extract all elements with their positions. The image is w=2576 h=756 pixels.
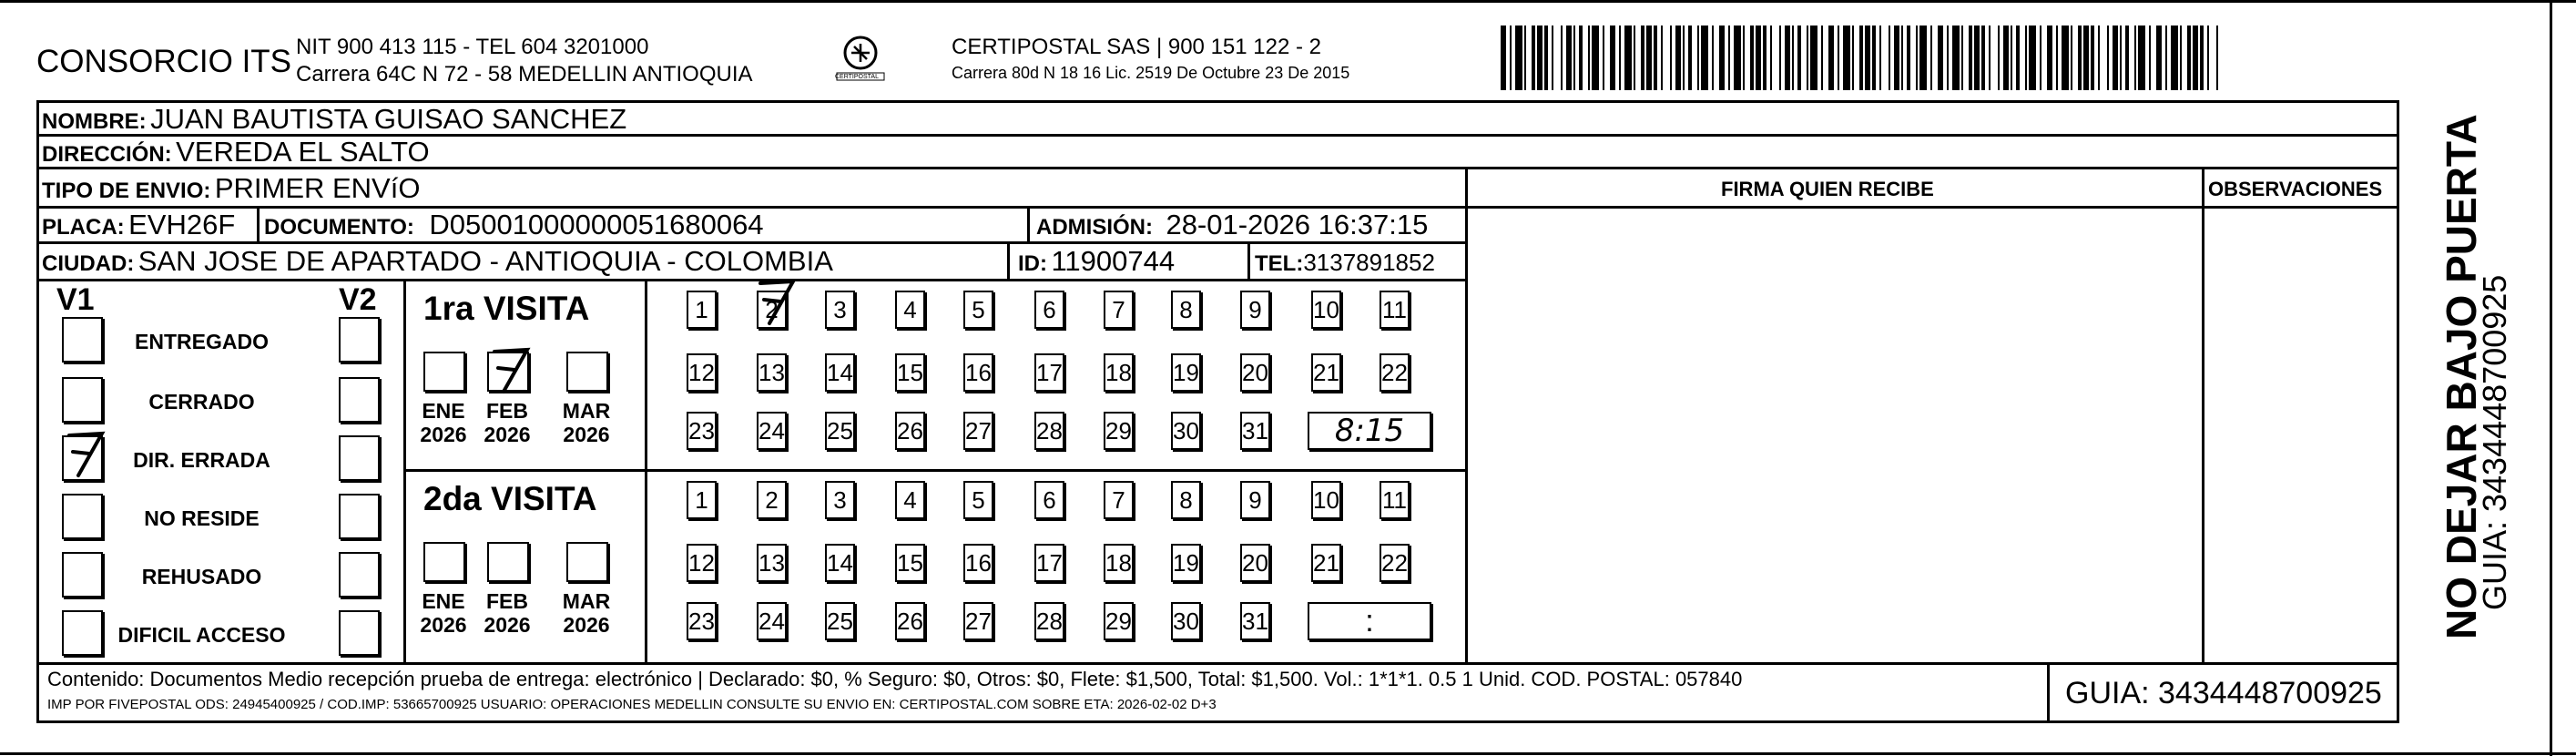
day-box[interactable] bbox=[1380, 353, 1410, 392]
day-number: 5 bbox=[972, 485, 985, 514]
footer-guia: GUIA: 3434448700925 bbox=[2065, 676, 2382, 710]
status-label: NO RESIDE bbox=[144, 506, 260, 530]
day-box[interactable] bbox=[1034, 412, 1064, 450]
observaciones-right-edge bbox=[2397, 167, 2399, 665]
nombre-row bbox=[42, 105, 626, 133]
day-box[interactable] bbox=[757, 412, 787, 450]
day-box[interactable] bbox=[1311, 481, 1341, 519]
day-number: 24 bbox=[759, 607, 785, 635]
day-number: 7 bbox=[1112, 485, 1125, 514]
day-box[interactable] bbox=[1380, 481, 1410, 519]
day-number: 3 bbox=[833, 485, 847, 514]
day-number: 27 bbox=[965, 416, 992, 444]
day-box[interactable] bbox=[963, 481, 993, 519]
side-warning: NO DEJAR BAJO PUERTA bbox=[2438, 114, 2485, 639]
day-number: 2 bbox=[765, 485, 779, 514]
side-guia: GUIA: 3434448700925 bbox=[2476, 274, 2513, 610]
id-label: ID: bbox=[1018, 251, 1047, 276]
day-box[interactable] bbox=[895, 602, 925, 640]
v2-checkbox[interactable] bbox=[339, 377, 380, 423]
day-number: 13 bbox=[759, 548, 785, 577]
day-number: 26 bbox=[897, 416, 923, 444]
day-box[interactable] bbox=[1240, 602, 1270, 640]
nombre-value: JUAN BAUTISTA GUISAO SANCHEZ bbox=[150, 103, 627, 135]
month-checkbox[interactable] bbox=[566, 542, 608, 582]
day-box[interactable] bbox=[963, 544, 993, 582]
company-name: CONSORCIO ITS bbox=[36, 44, 292, 79]
day-box[interactable] bbox=[1311, 353, 1341, 392]
day-box[interactable] bbox=[1240, 291, 1270, 329]
day-box[interactable] bbox=[687, 291, 717, 329]
day-number: 11 bbox=[1382, 485, 1407, 514]
day-box[interactable] bbox=[687, 353, 717, 392]
v2-checkbox[interactable] bbox=[339, 435, 380, 481]
day-box[interactable] bbox=[1034, 602, 1064, 640]
day-number: 31 bbox=[1242, 416, 1268, 444]
status-label: ENTREGADO bbox=[135, 330, 269, 353]
nit-line: NIT 900 413 115 - TEL 604 3201000 bbox=[296, 35, 649, 59]
day-number: 11 bbox=[1382, 295, 1407, 323]
admision-row bbox=[1036, 210, 1428, 239]
day-number: 1 bbox=[695, 295, 708, 323]
day-number: 20 bbox=[1242, 358, 1268, 386]
day-number: 5 bbox=[972, 295, 985, 323]
visit-title: 2da VISITA bbox=[423, 480, 597, 517]
day-number: 20 bbox=[1242, 548, 1268, 577]
observaciones-divider bbox=[2202, 167, 2204, 665]
admision-value: 28-01-2026 16:37:15 bbox=[1166, 209, 1429, 240]
documento-row bbox=[264, 210, 764, 239]
day-number: 31 bbox=[1242, 607, 1268, 635]
time-box[interactable] bbox=[1308, 412, 1431, 450]
day-number: 1 bbox=[695, 485, 708, 514]
month-checkbox[interactable] bbox=[566, 352, 608, 392]
day-box[interactable] bbox=[825, 544, 855, 582]
day-box[interactable] bbox=[825, 481, 855, 519]
day-box[interactable] bbox=[1034, 481, 1064, 519]
day-number: 12 bbox=[688, 358, 715, 386]
header-underline bbox=[1465, 206, 2399, 209]
tel-label: TEL: bbox=[1255, 251, 1304, 276]
day-number: 30 bbox=[1173, 607, 1199, 635]
day-number: 6 bbox=[1043, 295, 1056, 323]
day-box[interactable] bbox=[687, 602, 717, 640]
day-box[interactable] bbox=[1104, 481, 1134, 519]
day-box[interactable] bbox=[895, 412, 925, 450]
day-box[interactable] bbox=[1171, 602, 1201, 640]
day-number: 18 bbox=[1105, 548, 1132, 577]
right-edge bbox=[2550, 0, 2552, 756]
day-number: 14 bbox=[827, 358, 853, 386]
month-label: FEB 2026 bbox=[484, 399, 531, 447]
time-value: 8:15 bbox=[1334, 413, 1405, 449]
day-number: 8 bbox=[1179, 485, 1193, 514]
cell-divider bbox=[257, 206, 260, 242]
day-box[interactable] bbox=[963, 412, 993, 450]
day-number: 22 bbox=[1381, 358, 1408, 386]
day-box[interactable] bbox=[1380, 291, 1410, 329]
tel-row bbox=[1255, 250, 1435, 275]
day-box[interactable] bbox=[757, 602, 787, 640]
status-divider bbox=[403, 279, 406, 665]
day-number: 13 bbox=[759, 358, 785, 386]
day-box[interactable] bbox=[757, 291, 787, 329]
month-checkbox[interactable] bbox=[423, 352, 465, 392]
day-number: 9 bbox=[1248, 295, 1262, 323]
day-number: 4 bbox=[903, 485, 917, 514]
v2-checkbox[interactable] bbox=[339, 317, 380, 363]
cell-divider bbox=[1247, 241, 1250, 279]
row-line bbox=[36, 241, 1468, 244]
day-box[interactable] bbox=[1311, 291, 1341, 329]
day-box[interactable] bbox=[687, 481, 717, 519]
day-box[interactable] bbox=[1171, 544, 1201, 582]
month-checkbox[interactable] bbox=[487, 542, 529, 582]
day-box[interactable] bbox=[1240, 544, 1270, 582]
day-box[interactable] bbox=[825, 412, 855, 450]
time-box[interactable] bbox=[1308, 602, 1431, 640]
v2-header: V2 bbox=[339, 282, 377, 317]
day-box[interactable] bbox=[757, 544, 787, 582]
v2-checkbox[interactable] bbox=[339, 494, 380, 539]
day-number: 21 bbox=[1313, 358, 1339, 386]
day-box[interactable] bbox=[757, 481, 787, 519]
day-number: 19 bbox=[1173, 548, 1199, 577]
day-box[interactable] bbox=[1034, 544, 1064, 582]
cell-divider bbox=[1027, 206, 1030, 242]
day-box[interactable] bbox=[825, 602, 855, 640]
footer-contenido: Contenido: Documentos Medio recepción prueba de entrega: electrónico | Declarado: $0, % Seguro: $0, Otros: $0, Flete: $1,500, Total: $1,500. Vol.: 1*1*1. 0.5 1 Unid. COD. POSTAL: 057840 bbox=[47, 668, 1743, 690]
month-checkbox[interactable] bbox=[423, 542, 465, 582]
placa-value: EVH26F bbox=[128, 209, 236, 240]
visit-split bbox=[403, 469, 1468, 472]
address-line: Carrera 64C N 72 - 58 MEDELLIN ANTIOQUIA bbox=[296, 62, 753, 87]
day-box[interactable] bbox=[1104, 291, 1134, 329]
day-number: 3 bbox=[833, 295, 847, 323]
day-number: 24 bbox=[759, 416, 785, 444]
day-box[interactable] bbox=[1240, 412, 1270, 450]
ciudad-row bbox=[42, 247, 833, 275]
direccion-row bbox=[42, 138, 430, 166]
day-box[interactable] bbox=[1240, 481, 1270, 519]
id-value: 11900744 bbox=[1051, 245, 1176, 277]
day-number: 7 bbox=[1112, 295, 1125, 323]
status-label: REHUSADO bbox=[141, 565, 262, 588]
day-box[interactable] bbox=[895, 481, 925, 519]
row-line bbox=[36, 279, 1468, 281]
day-box[interactable] bbox=[1380, 544, 1410, 582]
id-row bbox=[1018, 247, 1175, 275]
day-box[interactable] bbox=[963, 291, 993, 329]
day-number: 23 bbox=[688, 607, 715, 635]
barcode bbox=[1501, 26, 2225, 90]
day-box[interactable] bbox=[895, 291, 925, 329]
tel-value: 3137891852 bbox=[1303, 249, 1435, 276]
month-label: MAR 2026 bbox=[562, 589, 611, 638]
month-label: ENE 2026 bbox=[420, 589, 467, 638]
day-number: 28 bbox=[1036, 607, 1063, 635]
month-label: ENE 2026 bbox=[420, 399, 467, 447]
day-box[interactable] bbox=[1034, 291, 1064, 329]
tipo-value: PRIMER ENVíO bbox=[214, 172, 421, 204]
day-box[interactable] bbox=[1171, 481, 1201, 519]
day-number: 2 bbox=[765, 295, 779, 323]
day-number: 25 bbox=[827, 416, 853, 444]
direccion-label: DIRECCIÓN: bbox=[42, 142, 172, 167]
placa-label: PLACA: bbox=[42, 215, 125, 240]
day-box[interactable] bbox=[687, 544, 717, 582]
day-box[interactable] bbox=[1034, 353, 1064, 392]
day-box[interactable] bbox=[895, 353, 925, 392]
day-number: 26 bbox=[897, 607, 923, 635]
placa-row bbox=[42, 210, 235, 239]
v2-checkbox[interactable] bbox=[339, 552, 380, 598]
direccion-value: VEREDA EL SALTO bbox=[176, 136, 430, 168]
day-box[interactable] bbox=[1311, 544, 1341, 582]
visits-divider bbox=[645, 279, 647, 665]
day-box[interactable] bbox=[963, 353, 993, 392]
day-number: 22 bbox=[1381, 548, 1408, 577]
day-number: 25 bbox=[827, 607, 853, 635]
day-number: 29 bbox=[1105, 607, 1132, 635]
visit-title: 1ra VISITA bbox=[423, 290, 590, 327]
firma-header: FIRMA QUIEN RECIBE bbox=[1721, 178, 1934, 200]
day-box[interactable] bbox=[1104, 412, 1134, 450]
certipostal-line2: Carrera 80d N 18 16 Lic. 2519 De Octubre 23 De 2015 bbox=[952, 64, 1350, 82]
footer-imp: IMP POR FIVEPOSTAL ODS: 24945400925 / COD.IMP: 53665700925 USUARIO: OPERACIONES MEDELLIN CONSULTE SU ENVIO EN: CERTIPOSTAL.COM SOBRE ETA: 2026-02-02 D+3 bbox=[47, 697, 1217, 712]
certipostal-line1: CERTIPOSTAL SAS | 900 151 122 - 2 bbox=[952, 35, 1321, 59]
day-number: 15 bbox=[897, 548, 923, 577]
day-number: 29 bbox=[1105, 416, 1132, 444]
day-box[interactable] bbox=[1104, 353, 1134, 392]
tipo-label: TIPO DE ENVIO: bbox=[42, 179, 211, 203]
documento-value: D05001000000051680064 bbox=[429, 209, 764, 240]
admision-label: ADMISIÓN: bbox=[1036, 215, 1153, 240]
day-box[interactable] bbox=[1104, 602, 1134, 640]
top-edge bbox=[0, 0, 2576, 3]
day-number: 6 bbox=[1043, 485, 1056, 514]
cell-divider bbox=[1007, 241, 1010, 279]
firma-divider bbox=[1465, 167, 1468, 665]
footer-divider bbox=[2047, 662, 2050, 723]
observaciones-header: OBSERVACIONES bbox=[2208, 178, 2383, 200]
day-number: 28 bbox=[1036, 416, 1063, 444]
day-number: 10 bbox=[1313, 485, 1339, 514]
day-number: 14 bbox=[827, 548, 853, 577]
day-box[interactable] bbox=[825, 291, 855, 329]
v1-header: V1 bbox=[56, 282, 95, 317]
day-box[interactable] bbox=[1171, 291, 1201, 329]
day-box[interactable] bbox=[757, 353, 787, 392]
day-box[interactable] bbox=[687, 412, 717, 450]
day-number: 30 bbox=[1173, 416, 1199, 444]
day-number: 17 bbox=[1036, 358, 1063, 386]
nombre-label: NOMBRE: bbox=[42, 109, 147, 134]
day-box[interactable] bbox=[895, 544, 925, 582]
day-box[interactable] bbox=[1104, 544, 1134, 582]
day-number: 10 bbox=[1313, 295, 1339, 323]
day-number: 21 bbox=[1313, 548, 1339, 577]
day-number: 16 bbox=[965, 548, 992, 577]
day-number: 23 bbox=[688, 416, 715, 444]
day-number: 19 bbox=[1173, 358, 1199, 386]
day-box[interactable] bbox=[1171, 412, 1201, 450]
ciudad-label: CIUDAD: bbox=[42, 251, 135, 276]
day-number: 16 bbox=[965, 358, 992, 386]
day-number: 15 bbox=[897, 358, 923, 386]
status-label: DIFICIL ACCESO bbox=[117, 623, 286, 647]
day-number: 4 bbox=[903, 295, 917, 323]
day-number: 27 bbox=[965, 607, 992, 635]
day-number: 8 bbox=[1179, 295, 1193, 323]
ciudad-value: SAN JOSE DE APARTADO - ANTIOQUIA - COLOMBIA bbox=[137, 245, 833, 277]
day-number: 17 bbox=[1036, 548, 1063, 577]
day-box[interactable] bbox=[825, 353, 855, 392]
month-label: FEB 2026 bbox=[484, 589, 531, 638]
status-label: DIR. ERRADA bbox=[133, 448, 270, 472]
certipostal-logo: CERTIPOSTAL bbox=[833, 33, 888, 87]
tipo-row bbox=[42, 174, 420, 202]
bottom-edge bbox=[0, 752, 2576, 755]
time-value: : bbox=[1365, 603, 1374, 639]
month-checkbox[interactable] bbox=[487, 352, 529, 392]
day-number: 18 bbox=[1105, 358, 1132, 386]
status-label: CERRADO bbox=[148, 390, 255, 414]
documento-label: DOCUMENTO: bbox=[264, 215, 414, 240]
day-number: 12 bbox=[688, 548, 715, 577]
day-box[interactable] bbox=[963, 602, 993, 640]
day-number: 9 bbox=[1248, 485, 1262, 514]
day-box[interactable] bbox=[1171, 353, 1201, 392]
day-box[interactable] bbox=[1240, 353, 1270, 392]
month-label: MAR 2026 bbox=[562, 399, 611, 447]
v2-checkbox[interactable] bbox=[339, 610, 380, 656]
